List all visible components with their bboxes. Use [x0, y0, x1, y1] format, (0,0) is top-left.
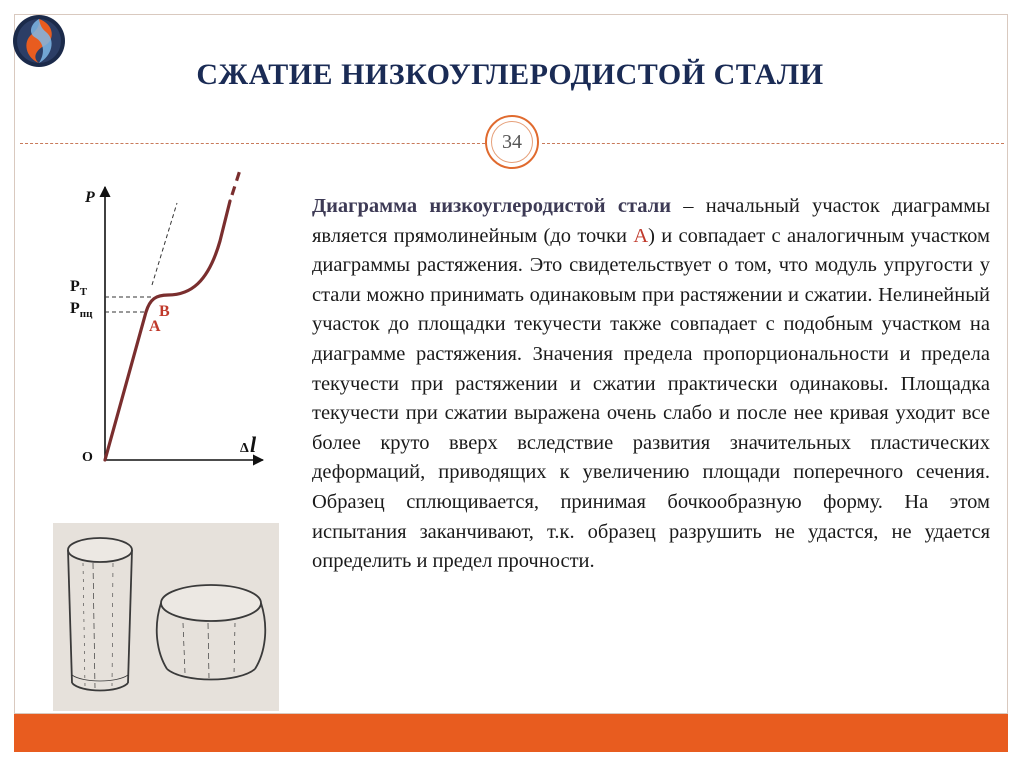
- stress-strain-curve: [105, 201, 230, 460]
- specimen-sketch-image: [53, 523, 279, 711]
- page-number: 34: [491, 121, 533, 163]
- paragraph-part2: ) и совпадает с аналогичным участком диаграммы растяжения. Это свидетельствует о том, что модуль упругости у стали можно принимать одинаковым при растяжении и сжатии. Нелинейный участок до площадки текучести также совпадает с подобным участком на диаграмме растяжения. Значения предела пропорциональности и предела текучести при растяжении и сжатии практически одинаковы. Площадка текучести при сжатии выражена очень слабо и после нее кривая уходит все более круто вверх вследствие развития значительных пластических деформаций, приводящих к увеличению площади поперечного сечения. Образец сплющивается, принимая бочкообразную форму. На этом испытания заканчивают, т.к. образец разрушить не удастся, не удается определить и предел прочности.: [312, 224, 990, 573]
- separator-line: [20, 143, 490, 144]
- paragraph-lead: Диаграмма низкоуглеродистой стали: [312, 195, 672, 217]
- point-a-mention: А: [633, 224, 649, 247]
- bottom-accent-bar: [14, 714, 1008, 752]
- curve-continuation: [232, 170, 240, 195]
- origin-label: O: [82, 450, 93, 465]
- proportional-load-label: $P_{пц}$: [70, 300, 93, 320]
- paragraph-part1: – начальный участок диаграммы является прямолинейным (до точки: [312, 195, 990, 247]
- axis-x-delta: Δ: [240, 441, 249, 456]
- page-number-badge: [485, 115, 539, 169]
- separator-line: [542, 143, 1004, 144]
- point-a-label: A: [149, 318, 161, 335]
- slide-title: СЖАТИЕ НИЗКОУГЛЕРОДИСТОЙ СТАЛИ: [196, 58, 824, 91]
- axis-y-label: P: [85, 189, 95, 206]
- linear-extension-line: [152, 203, 177, 285]
- axis-x-label: l: [250, 432, 257, 457]
- yield-load-label: $P_T$: [70, 278, 88, 298]
- point-b-label: B: [159, 303, 170, 320]
- description-paragraph: [312, 192, 990, 577]
- compression-diagram: [60, 165, 280, 475]
